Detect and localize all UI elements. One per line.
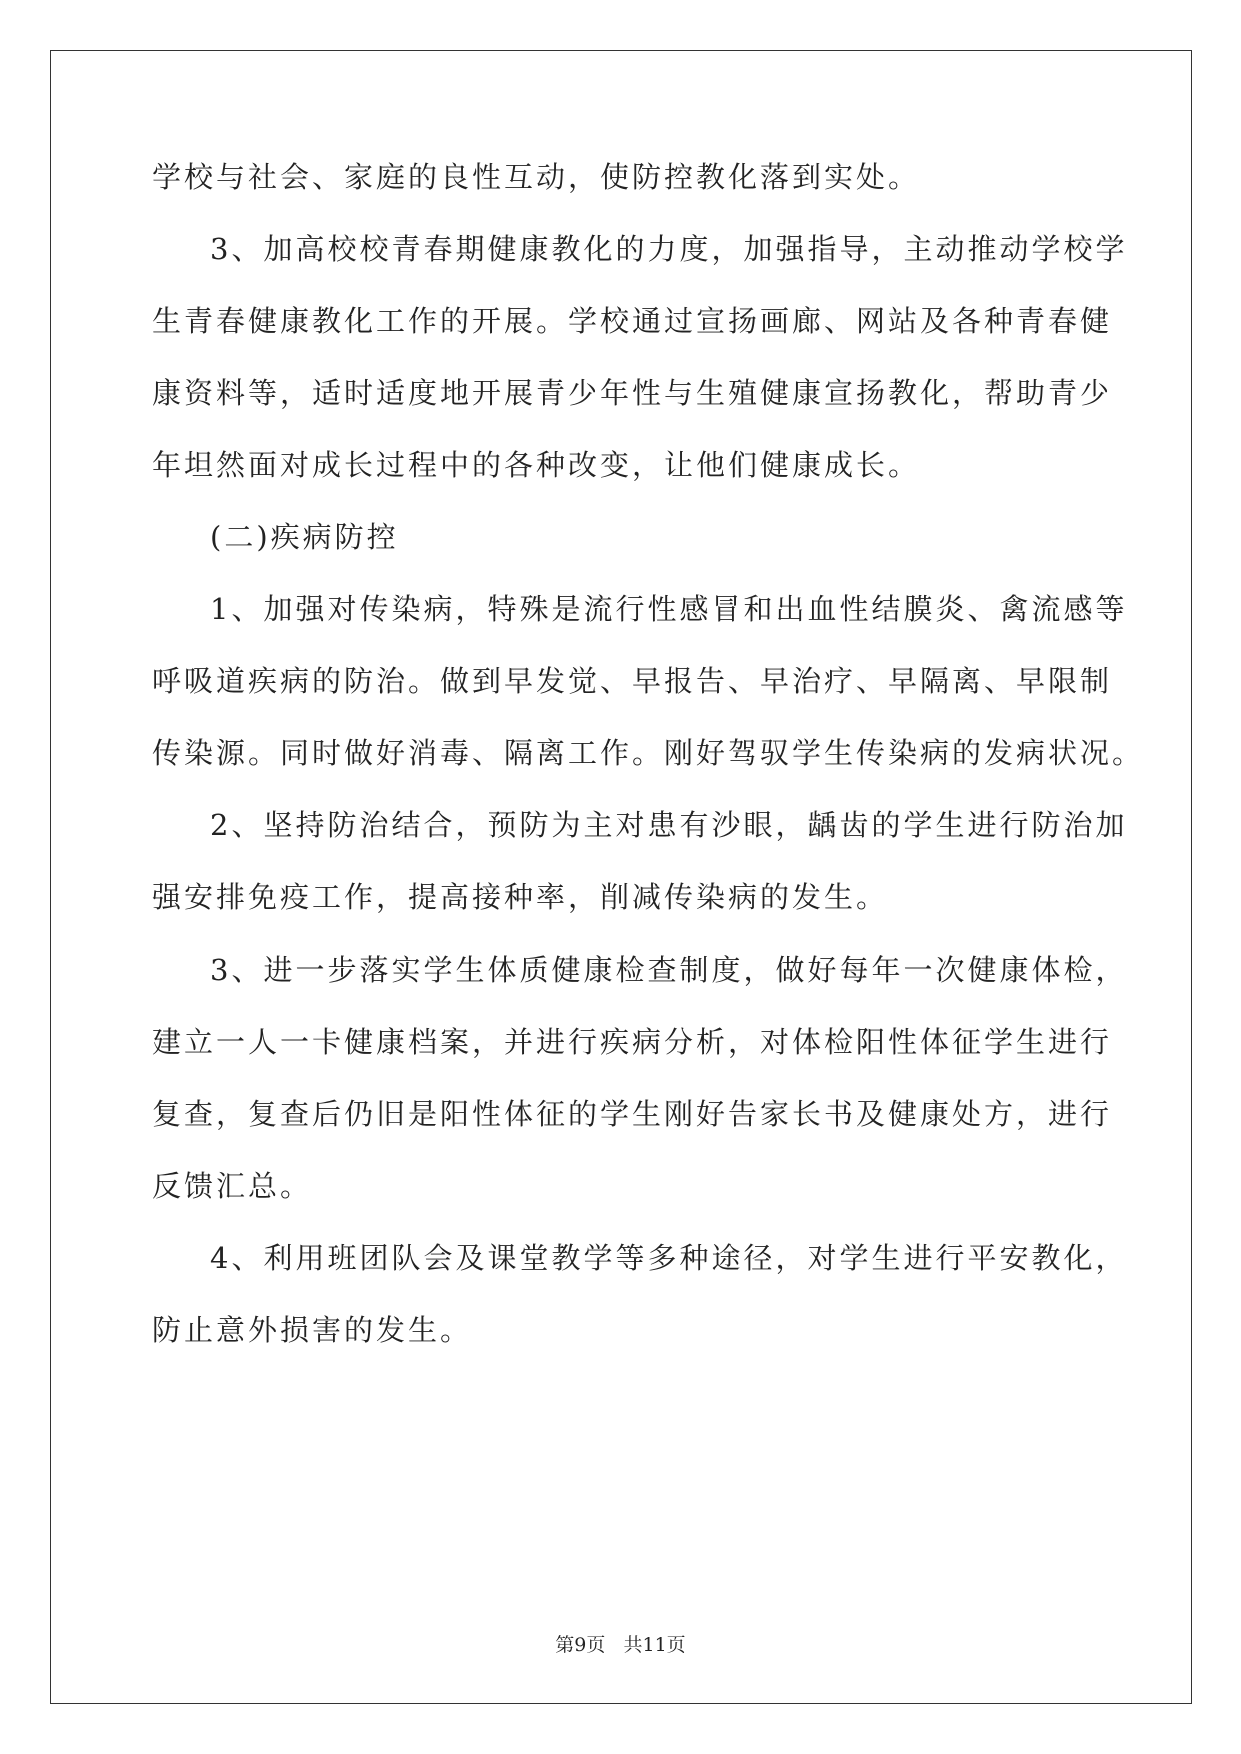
section-heading: (二)疾病防控 <box>210 520 399 554</box>
text-line: 1、加强对传染病，特殊是流行性感冒和出血性结膜炎、禽流感等 <box>210 592 1128 626</box>
text-line: 强安排免疫工作，提高接种率，削减传染病的发生。 <box>152 880 889 914</box>
text-line: 复查，复查后仍旧是阳性体征的学生刚好告家长书及健康处方，进行 <box>152 1097 1113 1131</box>
text-line: 3、加高校校青春期健康教化的力度，加强指导，主动推动学校学 <box>210 232 1128 266</box>
text-line: 康资料等，适时适度地开展青少年性与生殖健康宣扬教化，帮助青少 <box>152 376 1113 410</box>
text-line: 反馈汇总。 <box>152 1169 313 1203</box>
text-line: 2、坚持防治结合，预防为主对患有沙眼，龋齿的学生进行防治加 <box>210 808 1128 842</box>
text-line: 生青春健康教化工作的开展。学校通过宣扬画廊、网站及各种青春健 <box>152 304 1113 338</box>
text-line: 学校与社会、家庭的良性互动，使防控教化落到实处。 <box>152 160 921 194</box>
text-line: 防止意外损害的发生。 <box>152 1313 473 1347</box>
text-line: 呼吸道疾病的防治。做到早发觉、早报告、早治疗、早隔离、早限制 <box>152 664 1113 698</box>
text-line: 传染源。同时做好消毒、隔离工作。刚好驾驭学生传染病的发病状况。 <box>152 736 1145 770</box>
text-line: 建立一人一卡健康档案，并进行疾病分析，对体检阳性体征学生进行 <box>152 1025 1113 1059</box>
text-line: 年坦然面对成长过程中的各种改变，让他们健康成长。 <box>152 448 921 482</box>
text-line: 3、进一步落实学生体质健康检查制度，做好每年一次健康体检， <box>210 953 1128 987</box>
page-number: 第9页 共11页 <box>555 1634 686 1656</box>
text-line: 4、利用班团队会及课堂教学等多种途径，对学生进行平安教化， <box>210 1241 1128 1275</box>
